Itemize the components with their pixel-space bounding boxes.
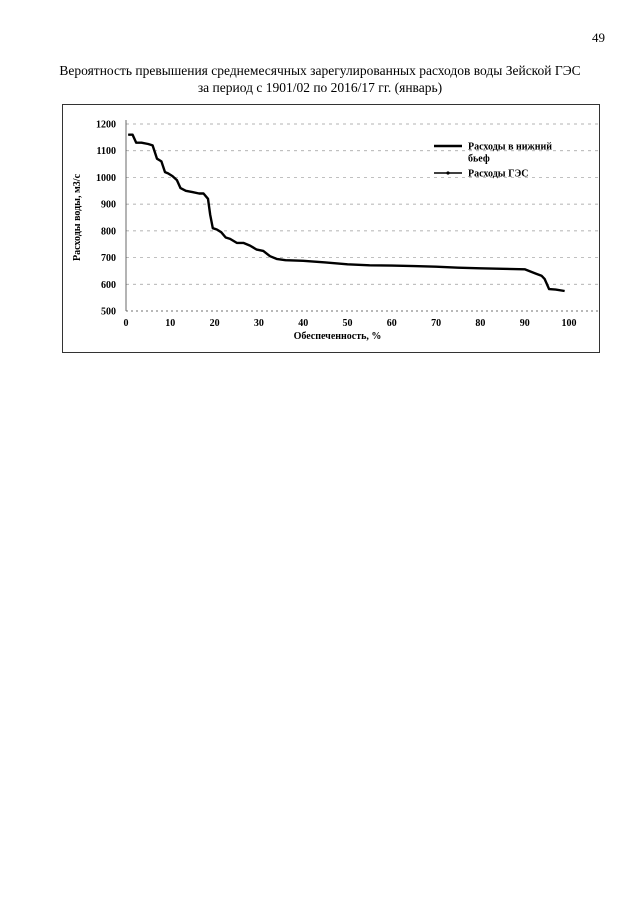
x-tick-label-60: 60 <box>386 318 397 329</box>
x-tick-label-80: 80 <box>475 318 486 329</box>
legend-marker-2 <box>446 171 449 174</box>
chart-subtitle: за период с 1901/02 по 2016/17 гг. (январь) <box>197 80 443 95</box>
y-tick-label-500: 500 <box>101 306 116 318</box>
page-number: 49 <box>592 30 605 45</box>
y-tick-label-800: 800 <box>101 226 116 238</box>
legend-label-1-2: бьеф <box>468 153 490 165</box>
legend <box>434 142 552 180</box>
y-tick-label-700: 700 <box>101 253 116 265</box>
x-tick-label-40: 40 <box>298 318 309 329</box>
x-tick-labels <box>124 318 577 329</box>
x-tick-label-20: 20 <box>209 318 220 329</box>
y-tick-label-600: 600 <box>101 279 116 291</box>
x-tick-label-100: 100 <box>561 318 577 329</box>
legend-label-1-1: Расходы в нижний <box>468 141 553 153</box>
y-tick-label-1200: 1200 <box>96 119 116 131</box>
y-tick-label-900: 900 <box>101 199 116 211</box>
series-line-1 <box>128 135 564 291</box>
chart-title: Вероятность превышения среднемесячных зарегулированных расходов воды Зейской ГЭС <box>59 63 581 78</box>
y-axis-label: Расходы воды, м3/с <box>72 173 83 262</box>
x-tick-label-70: 70 <box>431 318 442 329</box>
y-tick-label-1000: 1000 <box>96 172 116 184</box>
x-tick-label-30: 30 <box>253 318 264 329</box>
x-tick-label-0: 0 <box>123 318 129 329</box>
y-tick-label-1100: 1100 <box>96 146 116 158</box>
x-tick-label-50: 50 <box>342 318 353 329</box>
y-tick-labels <box>96 120 116 318</box>
x-tick-label-90: 90 <box>519 318 530 329</box>
x-axis-label: Обеспеченность, % <box>293 331 382 342</box>
legend-label-2-1: Расходы ГЭС <box>468 168 529 180</box>
x-tick-label-10: 10 <box>165 318 176 329</box>
series-lines <box>128 135 564 291</box>
